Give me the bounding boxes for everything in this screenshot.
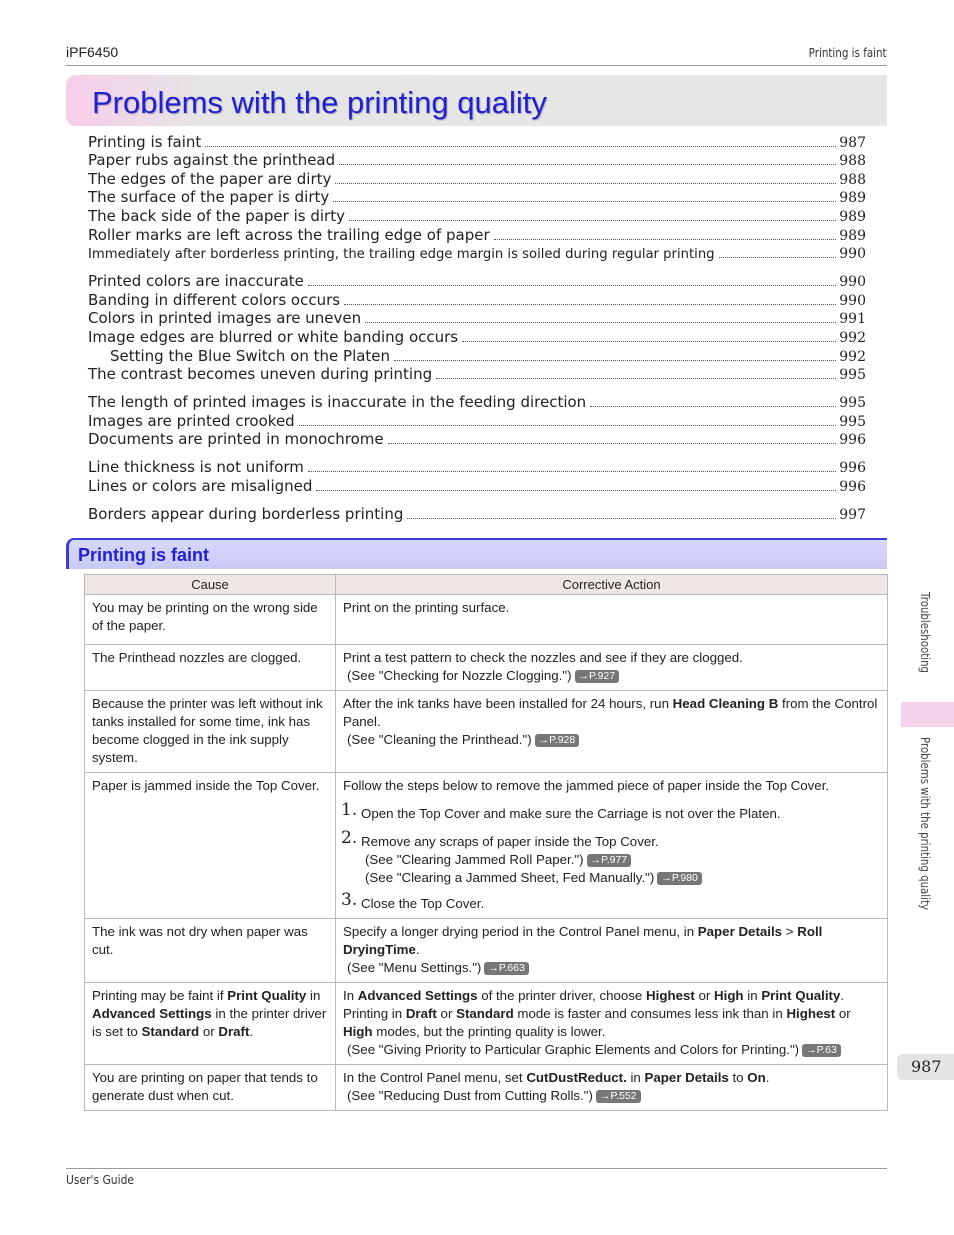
toc-entry[interactable] (88, 188, 866, 207)
footer-rule (66, 1168, 887, 1169)
action-text: In (343, 988, 358, 1003)
page-title-banner (66, 75, 887, 126)
toc-leader-dots (388, 442, 836, 444)
table-of-contents (88, 132, 866, 523)
reference-link[interactable] (343, 1087, 880, 1105)
toc-leader-dots (308, 284, 836, 286)
toc-entry[interactable] (88, 169, 866, 188)
toc-entry-label[interactable]: Images are printed crooked (88, 411, 295, 430)
reference-link[interactable] (343, 667, 880, 685)
page-ref-badge[interactable]: →P.928 (535, 734, 580, 747)
column-header-action: Corrective Action (336, 575, 888, 595)
action-text: In the Control Panel menu, set (343, 1070, 527, 1085)
toc-entry-label[interactable]: The surface of the paper is dirty (88, 188, 330, 207)
action-text: or (694, 988, 715, 1003)
cause-text: You are printing on paper that tends to generate dust when cut. (92, 1070, 318, 1103)
toc-entry-label[interactable]: The contrast becomes uneven during printing (88, 365, 433, 384)
action-text: Follow the steps below to remove the jammed piece of paper inside the Top Cover. (343, 778, 830, 793)
action-text: . (840, 988, 845, 1003)
bold-term: Standard (141, 1024, 200, 1039)
toc-entry-label[interactable]: Documents are printed in monochrome (88, 430, 384, 449)
toc-entry-page[interactable]: 992 (839, 348, 866, 365)
step-2 (341, 828, 880, 887)
toc-entry[interactable] (88, 290, 866, 309)
toc-leader-dots (462, 340, 836, 342)
action-text: . (415, 942, 420, 957)
toc-leader-dots (394, 359, 836, 361)
cause-cell (85, 919, 336, 983)
bold-term: Advanced Settings (92, 1006, 212, 1021)
cause-text: The ink was not dry when paper was cut. (92, 924, 308, 957)
cause-text: Because the printer was left without ink tanks installed for some time, ink has become clogged in the ink supply system. (92, 696, 323, 765)
toc-leader-dots (590, 405, 836, 407)
toc-entry[interactable] (88, 244, 866, 263)
reference-link[interactable] (343, 959, 880, 977)
cause-text: in (306, 988, 321, 1003)
toc-entry-page[interactable]: 990 (839, 292, 866, 309)
page-ref-badge[interactable]: →P.663 (484, 962, 529, 975)
toc-leader-dots (719, 256, 836, 258)
toc-entry-page[interactable]: 988 (839, 171, 866, 188)
toc-entry-page[interactable]: 996 (839, 478, 866, 495)
table-row (85, 773, 888, 919)
toc-leader-dots (407, 517, 836, 519)
toc-entry-page[interactable]: 989 (839, 208, 866, 225)
bold-term: Highest (646, 988, 695, 1003)
table-row (85, 595, 888, 645)
toc-entry[interactable] (88, 430, 866, 449)
bold-term: Print Quality (227, 988, 307, 1003)
table-header-row (85, 575, 888, 595)
cause-text: You may be printing on the wrong side of the paper. (92, 600, 318, 633)
toc-entry-label[interactable]: Banding in different colors occurs (88, 290, 341, 309)
toc-entry-page[interactable]: 990 (839, 246, 866, 263)
side-tab-section[interactable]: Problems with the printing quality (918, 737, 932, 911)
action-text: Print on the printing surface. (343, 600, 510, 615)
toc-entry[interactable] (88, 151, 866, 170)
toc-leader-dots (349, 219, 836, 221)
cause-text: Printing may be faint if (92, 988, 228, 1003)
table-row (85, 645, 888, 691)
toc-entry-page[interactable]: 995 (839, 413, 866, 430)
page-title: Problems with the printing quality (92, 85, 547, 120)
toc-entry-page[interactable]: 991 (839, 311, 866, 328)
toc-entry[interactable] (88, 272, 866, 291)
bold-term: Draft (405, 1006, 437, 1021)
toc-entry-page[interactable]: 989 (839, 227, 866, 244)
toc-entry-label[interactable]: Paper rubs against the printhead (88, 151, 336, 170)
bold-term: CutDustReduct. (526, 1070, 627, 1085)
toc-leader-dots (308, 470, 836, 472)
toc-entry-page[interactable]: 997 (839, 506, 866, 523)
toc-entry-page[interactable]: 996 (839, 460, 866, 477)
action-text: in (743, 988, 762, 1003)
section-title: Printing is faint (78, 545, 210, 565)
toc-group-gap (88, 448, 866, 457)
toc-entry-page[interactable]: 989 (839, 190, 866, 207)
bold-term: On (747, 1070, 766, 1085)
toc-entry-label[interactable]: Lines or colors are misaligned (88, 476, 313, 495)
toc-leader-dots (205, 145, 836, 147)
toc-entry-label[interactable]: Immediately after borderless printing, the trailing edge margin is soiled during regular printing (88, 247, 715, 263)
bold-term: Draft (218, 1024, 250, 1039)
bold-term: Paper Details (697, 924, 783, 939)
reference-link[interactable] (343, 731, 880, 749)
action-text: of the printer driver, choose (477, 988, 647, 1003)
column-header-cause: Cause (85, 575, 336, 595)
action-text: After the ink tanks have been installed for 24 hours, run (343, 696, 673, 711)
toc-entry-page[interactable]: 996 (839, 432, 866, 449)
action-cell (336, 919, 888, 983)
bold-term: High (343, 1024, 373, 1039)
toc-entry-label[interactable]: The back side of the paper is dirty (88, 206, 345, 225)
action-text: Printing in (343, 1006, 406, 1021)
footer-text: User's Guide (66, 1172, 135, 1187)
page-number: 987 (911, 1057, 942, 1076)
reference-text[interactable]: (See "Clearing a Jammed Sheet, Fed Manually.") (365, 870, 655, 885)
reference-link[interactable] (343, 1041, 880, 1059)
toc-leader-dots (436, 377, 836, 379)
page-ref-badge[interactable]: →P.552 (596, 1090, 641, 1103)
toc-entry-page[interactable]: 987 (839, 134, 866, 151)
toc-group-gap (88, 495, 866, 504)
reference-text[interactable]: (See "Giving Priority to Particular Graphic Elements and Colors for Printing.") (347, 1042, 800, 1057)
cause-text: . (249, 1024, 254, 1039)
cause-cell (85, 1065, 336, 1111)
toc-entry[interactable] (88, 225, 866, 244)
step-text: Open the Top Cover and make sure the Carriage is not over the Platen. (361, 806, 781, 821)
header-model: iPF6450 (66, 44, 119, 60)
action-text: from the Control Panel. (343, 696, 878, 729)
cause-cell (85, 691, 336, 773)
reference-text[interactable]: (See "Cleaning the Printhead.") (347, 732, 532, 747)
section-banner (66, 538, 887, 569)
action-cell (336, 773, 888, 919)
action-text: in (626, 1070, 645, 1085)
cause-text: The Printhead nozzles are clogged. (92, 650, 302, 665)
reference-link[interactable] (361, 851, 880, 869)
bold-term: Paper Details (644, 1070, 729, 1085)
page-ref-badge[interactable]: →P.977 (587, 854, 632, 867)
cause-text: Paper is jammed inside the Top Cover. (92, 778, 320, 793)
toc-entry[interactable] (88, 309, 866, 328)
side-tab-marker (901, 702, 954, 727)
toc-entry-label[interactable]: Roller marks are left across the trailing edge of paper (88, 225, 490, 244)
toc-group-gap (88, 383, 866, 392)
toc-entry[interactable] (88, 393, 866, 412)
toc-leader-dots (339, 163, 836, 165)
toc-entry-label[interactable]: Borders appear during borderless printing (88, 504, 404, 523)
toc-entry-label[interactable]: Line thickness is not uniform (88, 458, 304, 477)
step-3 (341, 890, 880, 913)
cause-cell (85, 983, 336, 1065)
page-ref-badge[interactable]: →P.980 (657, 872, 702, 885)
action-text: mode is faster and consumes less ink than in (513, 1006, 787, 1021)
toc-entry[interactable] (88, 346, 866, 365)
toc-entry-label[interactable]: Printing is faint (88, 132, 202, 151)
toc-group-gap (88, 262, 866, 271)
toc-entry[interactable] (88, 411, 866, 430)
table-row (85, 1065, 888, 1111)
toc-entry-page[interactable]: 995 (839, 395, 866, 412)
action-text: or (436, 1006, 457, 1021)
cause-cell (85, 645, 336, 691)
bold-term: Highest (786, 1006, 836, 1021)
step-number: 2. (341, 828, 358, 848)
bold-term: Head Cleaning B (672, 696, 779, 711)
table-row (85, 983, 888, 1065)
action-text: Print a test pattern to check the nozzles and see if they are clogged. (343, 650, 743, 665)
action-cell (336, 595, 888, 645)
toc-entry[interactable] (88, 132, 866, 151)
bold-term: Roll DryingTime (343, 924, 823, 957)
page-ref-badge[interactable]: →P.63 (802, 1044, 841, 1057)
toc-entry-label[interactable]: Image edges are blurred or white banding occurs (88, 327, 459, 346)
action-text: or (835, 1006, 851, 1021)
reference-text[interactable]: (See "Reducing Dust from Cutting Rolls.") (347, 1088, 593, 1103)
bold-term: Print Quality (761, 988, 841, 1003)
page-number-box (897, 1054, 954, 1080)
cause-action-table (84, 574, 888, 1111)
toc-entry[interactable] (88, 476, 866, 495)
cause-text: or (199, 1024, 219, 1039)
toc-leader-dots (335, 182, 836, 184)
action-cell (336, 983, 888, 1065)
action-cell (336, 691, 888, 773)
toc-leader-dots (299, 424, 836, 426)
toc-leader-dots (365, 321, 836, 323)
toc-entry-label[interactable]: Colors in printed images are uneven (88, 309, 362, 328)
cause-cell (85, 595, 336, 645)
bold-term: High (714, 988, 744, 1003)
toc-leader-dots (333, 200, 836, 202)
toc-entry-page[interactable]: 990 (839, 274, 866, 291)
cause-cell (85, 773, 336, 919)
toc-entry[interactable] (88, 206, 866, 225)
side-tab-chapter[interactable]: Troubleshooting (918, 592, 932, 674)
toc-entry-page[interactable]: 995 (839, 367, 866, 384)
action-text: > (782, 924, 798, 939)
page-ref-badge[interactable]: →P.927 (575, 670, 620, 683)
toc-entry[interactable] (88, 327, 866, 346)
toc-leader-dots (316, 489, 836, 491)
table-row (85, 691, 888, 773)
toc-entry-label[interactable]: Printed colors are inaccurate (88, 272, 304, 291)
reference-text[interactable]: (See "Clearing Jammed Roll Paper.") (365, 852, 584, 867)
action-text: . (765, 1070, 770, 1085)
header-section: Printing is faint (809, 46, 887, 60)
toc-entry[interactable] (88, 458, 866, 477)
action-text: to (728, 1070, 748, 1085)
reference-text[interactable]: (See "Menu Settings.") (347, 960, 482, 975)
action-text: Specify a longer drying period in the Control Panel menu, in (343, 924, 698, 939)
toc-entry-label[interactable]: Setting the Blue Switch on the Platen (110, 346, 391, 365)
toc-leader-dots (344, 303, 836, 305)
reference-link[interactable] (361, 869, 880, 887)
step-text: Remove any scraps of paper inside the Top Cover. (361, 834, 659, 849)
action-cell (336, 1065, 888, 1111)
toc-entry-label[interactable]: The edges of the paper are dirty (88, 169, 332, 188)
action-text: modes, but the printing quality is lower. (372, 1024, 606, 1039)
cause-text: in the printer driver is set to (92, 1006, 327, 1039)
toc-entry-page[interactable]: 988 (839, 153, 866, 170)
toc-entry[interactable] (88, 365, 866, 384)
step-number: 1. (341, 800, 358, 820)
action-cell (336, 645, 888, 691)
reference-text[interactable]: (See "Checking for Nozzle Clogging.") (347, 668, 572, 683)
bold-term: Advanced Settings (357, 988, 478, 1003)
bold-term: Standard (456, 1006, 514, 1021)
toc-leader-dots (494, 238, 836, 240)
step-text: Close the Top Cover. (361, 896, 485, 911)
step-1 (341, 800, 880, 823)
header-rule (66, 65, 887, 66)
table-row (85, 919, 888, 983)
toc-entry-label[interactable]: The length of printed images is inaccurate in the feeding direction (88, 393, 587, 412)
toc-entry-page[interactable]: 992 (839, 329, 866, 346)
toc-entry[interactable] (88, 504, 866, 523)
step-number: 3. (341, 890, 358, 910)
